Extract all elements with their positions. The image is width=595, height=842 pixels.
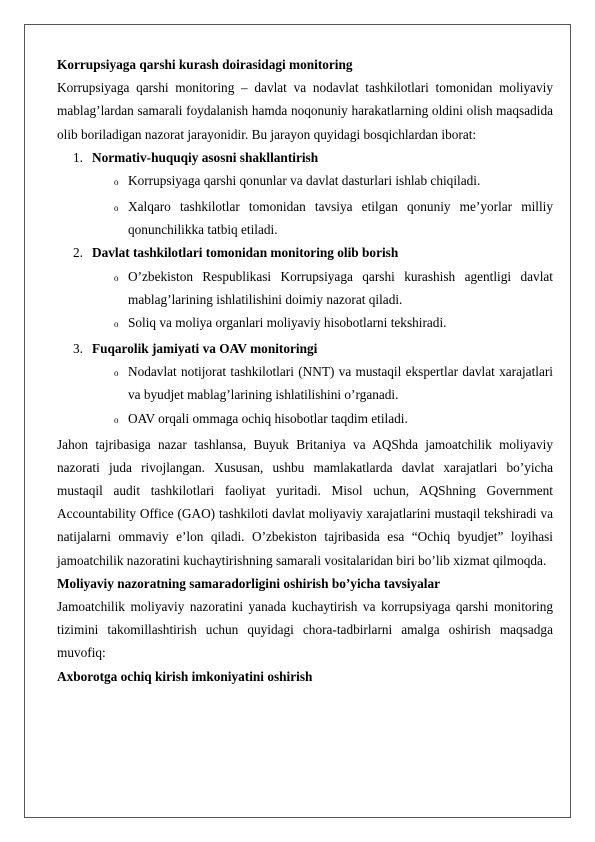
document-body	[57, 53, 553, 688]
stage-bullets	[57, 265, 553, 337]
circle-bullet-icon: o	[114, 368, 119, 379]
stage-number: 3.	[73, 341, 83, 357]
stage-title: Fuqarolik jamiyati va OAV monitoringi	[92, 341, 318, 357]
list-item	[57, 360, 553, 406]
intro-paragraph: Korrupsiyaga qarshi monitoring – davlat va nodavlat tashkilotlari tomonidan moliyaviy mablag’lardan samarali foydalanish hamda noqonuniy harakatlarning oldini olish maqsadida olib boriladigan nazorat jarayonidir. Bu jarayon quyidagi bosqichlardan iborat:	[57, 80, 553, 142]
stage-bullets	[57, 360, 553, 432]
circle-bullet-icon: o	[114, 203, 119, 214]
circle-bullet-icon: o	[114, 177, 119, 188]
stage-item-2	[57, 241, 553, 337]
recommendations-heading: Moliyaviy nazoratning samaradorligini oshirish bo’yicha tavsiyalar	[57, 575, 441, 591]
circle-bullet-icon: o	[114, 414, 119, 425]
stage-title: Normativ-huquqiy asosni shakllantirish	[92, 149, 319, 165]
stage-number: 2.	[73, 245, 83, 261]
open-access-heading: Axborotga ochiq kirish imkoniyatini oshirish	[57, 668, 313, 684]
recommendations-paragraph: Jamoatchilik moliyaviy nazoratini yanada kuchaytirish va korrupsiyaga qarshi monitoring tizimini takomillashtirish uchun quyidagi chora-tadbirlarni amalga oshirish maqsadga muvofiq:	[57, 599, 553, 661]
list-item	[57, 169, 553, 195]
circle-bullet-icon: o	[114, 272, 119, 283]
stage-bullets	[57, 169, 553, 241]
stage-item-3	[57, 337, 553, 433]
list-item	[57, 195, 553, 241]
list-item	[57, 407, 553, 433]
list-item-text: Korrupsiyaga qarshi qonunlar va davlat dasturlari ishlab chiqiladi.	[128, 173, 481, 189]
circle-bullet-icon: o	[114, 319, 119, 330]
stage-item-1	[57, 146, 553, 242]
list-item-text: O’zbekiston Respublikasi Korrupsiyaga qarshi kurashish agentligi davlat mablag’larining ishlatilishini doimiy nazorat qiladi.	[128, 268, 553, 307]
list-item-text: Soliq va moliya organlari moliyaviy hisobotlarni tekshiradi.	[128, 315, 447, 331]
list-item-text: Nodavlat notijorat tashkilotlari (NNT) va mustaqil ekspertlar davlat xarajatlari va byudjet mablag’larining ishlatilishini o’rganadi.	[128, 364, 553, 403]
world-experience-paragraph: Jahon tajribasiga nazar tashlansa, Buyuk Britaniya va AQShda jamoatchilik moliyaviy nazorati juda rivojlangan. Xususan, ushbu mamlakatlarda davlat xarajatlari bo’yicha mustaqil audit tashkilotlari faoliyat yuritadi. Misol uchun, AQShning Government Accountability Office (GAO) tashkiloti davlat moliyaviy xarajatlarini mustaqil tekshiradi va natijalarni ommaviy e’lon qiladi. O’zbekiston tajribasida esa “Ochiq byudjet” loyihasi jamoatchilik nazoratini kuchaytirishning samarali vositalaridan biri bo’lib xizmat qilmoqda.	[57, 436, 553, 568]
list-item-text: OAV orqali ommaga ochiq hisobotlar taqdim etiladi.	[128, 410, 408, 426]
stage-title-row	[57, 241, 553, 264]
stage-title: Davlat tashkilotlari tomonidan monitoring olib borish	[92, 245, 399, 261]
stage-number: 1.	[73, 149, 83, 165]
stage-title-row	[57, 337, 553, 360]
section-heading-monitoring: Korrupsiyaga qarshi kurash doirasidagi monitoring	[57, 57, 353, 72]
list-item-text: Xalqaro tashkilotlar tomonidan tavsiya etilgan qonuniy me’yorlar milliy qonunchilikka tatbiq etiladi.	[128, 199, 553, 238]
list-item	[57, 311, 553, 337]
stage-title-row	[57, 146, 553, 169]
stages-list	[57, 146, 553, 433]
list-item	[57, 265, 553, 311]
